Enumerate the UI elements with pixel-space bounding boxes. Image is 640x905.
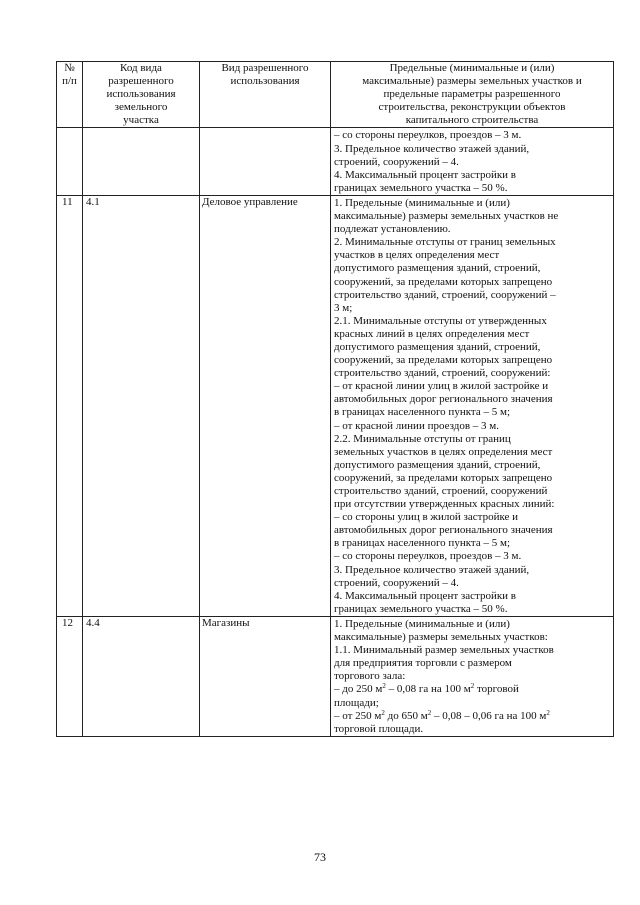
header-line: участка — [123, 114, 159, 127]
parameter-line: сооружений, за пределами которых запрещено — [334, 471, 553, 484]
parameter-line: в границах населенного пункта – 5 м; — [334, 537, 510, 550]
row-parameters — [331, 616, 614, 736]
header-line: № — [64, 62, 75, 74]
row-use-code: 4.4 — [83, 616, 200, 736]
parameter-line: – от 250 $м^2$ до 650 $м^2 - 0,08 - 0,06$ га на 100 $м^2$ — [334, 708, 550, 722]
table-row — [57, 616, 614, 736]
row-use-type: Магазины — [200, 616, 331, 736]
parameter-line: при отсутствии утвержденных красных линий: — [334, 498, 555, 511]
land-use-table — [56, 61, 614, 737]
row-use-type — [200, 128, 331, 195]
parameter-line: строений, сооружений – 4. — [334, 576, 459, 589]
parameter-line: границах земельного участка – 50 %. — [334, 602, 508, 615]
parameter-line: допустимого размещения зданий, строений, — [334, 340, 541, 353]
parameter-line: 4. Максимальный процент застройки в — [334, 589, 516, 602]
parameter-line: для предприятия торговли с размером — [334, 657, 512, 670]
parameter-line: – со стороны переулков, проездов – 3 м. — [334, 550, 522, 563]
parameter-line: подлежат установлению. — [334, 223, 451, 236]
parameter-line: торговой площади. — [334, 722, 424, 735]
parameter-line: 2. Минимальные отступы от границ земельных — [334, 236, 556, 249]
parameter-line: 4. Максимальный процент застройки в — [334, 168, 516, 181]
header-line: использования — [230, 75, 300, 88]
parameter-line: сооружений, за пределами которых запрещено — [334, 275, 553, 288]
parameter-line: – со стороны переулков, проездов – 3 м. — [334, 129, 522, 142]
parameter-line: в границах населенного пункта – 5 м; — [334, 406, 510, 419]
row-use-type: Деловое управление — [200, 195, 331, 616]
parameter-line: 1.1. Минимальный размер земельных участков — [334, 644, 554, 657]
parameter-line: строительство зданий, строений, сооружений — [334, 485, 548, 497]
parameter-line: 3 м; — [334, 301, 353, 314]
parameter-line: границах земельного участка – 50 %. — [334, 181, 508, 194]
table-row — [57, 128, 614, 195]
row-use-code: 4.1 — [83, 195, 200, 616]
parameter-line: максимальные) размеры земельных участков не — [334, 210, 559, 223]
parameter-line: строительство зданий, строений, сооружений – — [334, 288, 556, 301]
parameter-line: 1. Предельные (минимальные и (или) — [334, 617, 510, 630]
header-line: Код вида — [120, 62, 162, 74]
header-line: земельного — [114, 101, 168, 114]
parameter-line: торгового зала: — [334, 670, 406, 683]
parameter-line: строительство зданий, строений, сооружений: — [334, 367, 551, 380]
header-line: предельные параметры разрешенного — [383, 88, 561, 101]
header-use-code — [83, 62, 200, 128]
table-row — [57, 195, 614, 616]
header-line: строительства, реконструкции объектов — [378, 101, 566, 114]
header-line: Вид разрешенного — [221, 62, 309, 74]
row-number — [57, 128, 83, 195]
parameter-line: – до 250 $м^2 - 0,08$ га на 100 $м^2$ торговой — [334, 682, 519, 696]
parameter-line: – со стороны улиц в жилой застройке и — [334, 511, 519, 524]
parameter-line: участков в целях определения мест — [334, 249, 500, 262]
header-line: максимальные) размеры земельных участков и — [362, 75, 582, 88]
header-number — [57, 62, 83, 128]
parameter-line: – от красной линии улиц в жилой застройке и — [334, 380, 549, 393]
parameter-line: 3. Предельное количество этажей зданий, — [334, 142, 530, 155]
parameter-line: сооружений, за пределами которых запрещено — [334, 354, 553, 367]
parameter-line: автомобильных дорог регионального значения — [334, 524, 553, 537]
header-line: капитального строительства — [405, 114, 539, 127]
parameter-line: земельных участков в целях определения мест — [334, 445, 553, 458]
parameter-line: строений, сооружений – 4. — [334, 155, 459, 168]
header-line: использования — [106, 88, 176, 101]
row-parameters — [331, 195, 614, 616]
parameter-line: допустимого размещения зданий, строений, — [334, 458, 541, 471]
row-parameters — [331, 128, 614, 195]
row-use-code — [83, 128, 200, 195]
parameter-line: красных линий в целях определения мест — [334, 327, 530, 340]
row-number: 11 — [57, 195, 83, 616]
parameter-line: 1. Предельные (минимальные и (или) — [334, 196, 510, 209]
parameter-line: 2.1. Минимальные отступы от утвержденных — [334, 314, 547, 327]
row-number: 12 — [57, 616, 83, 736]
table-header-row — [57, 62, 614, 128]
parameter-line: максимальные) размеры земельных участков: — [334, 631, 548, 644]
parameter-line: площади; — [334, 696, 379, 709]
parameter-line: – от красной линии проездов – 3 м. — [334, 419, 500, 432]
header-use-type — [200, 62, 331, 128]
parameter-line: допустимого размещения зданий, строений, — [334, 262, 541, 275]
parameter-line: 2.2. Минимальные отступы от границ — [334, 432, 511, 445]
header-line: Предельные (минимальные и (или) — [389, 62, 555, 74]
header-parameters — [331, 62, 614, 128]
parameter-line: 3. Предельное количество этажей зданий, — [334, 563, 530, 576]
parameter-line: автомобильных дорог регионального значения — [334, 393, 553, 406]
page-number: 73 — [314, 850, 326, 864]
header-line: п/п — [62, 75, 77, 88]
header-line: разрешенного — [108, 75, 174, 88]
